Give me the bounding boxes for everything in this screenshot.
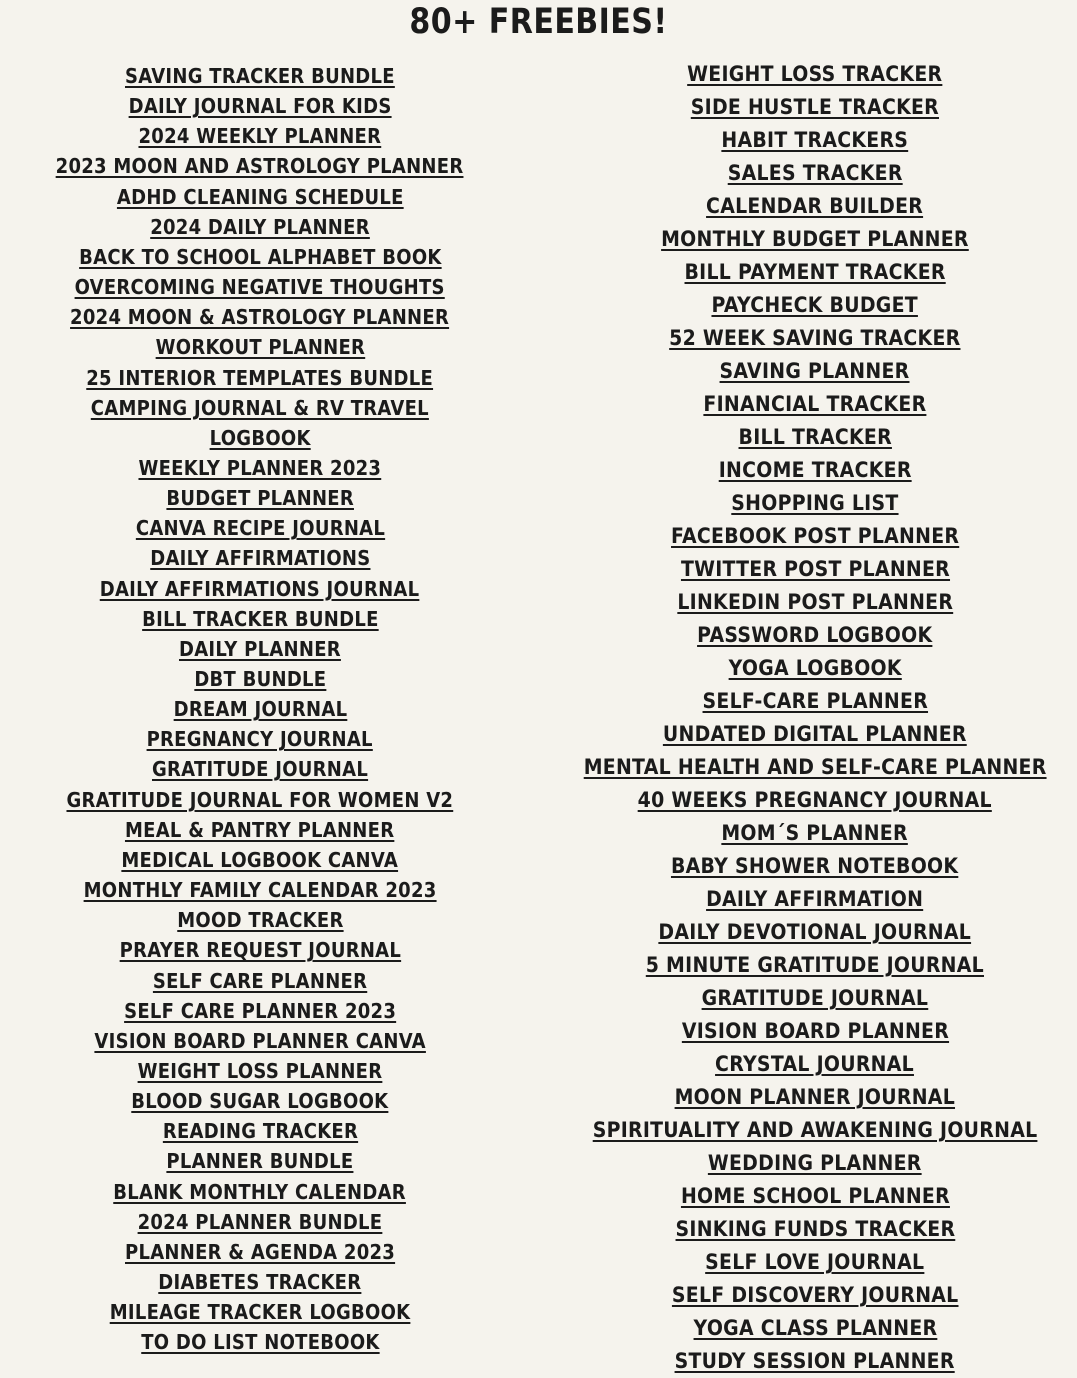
list-item [555, 1118, 1075, 1142]
freebie-link[interactable]: SHOPPING LIST [731, 491, 899, 515]
freebie-link[interactable]: BILL TRACKER BUNDLE [141, 606, 379, 631]
list-item [555, 821, 1075, 845]
freebie-link[interactable]: PREGNANCY JOURNAL [146, 727, 374, 752]
freebie-link[interactable]: MOON PLANNER JOURNAL [674, 1085, 956, 1109]
list-item [0, 335, 520, 359]
freebie-link[interactable]: DAILY AFFIRMATIONS [149, 546, 371, 571]
freebie-link[interactable]: BUDGET PLANNER [166, 486, 354, 511]
freebie-link[interactable]: LINKEDIN POST PLANNER [677, 590, 953, 614]
list-item [0, 1180, 520, 1204]
list-item [0, 94, 520, 118]
list-item [555, 458, 1075, 482]
freebie-link[interactable]: VISION BOARD PLANNER CANVA [94, 1028, 426, 1053]
freebie-link[interactable]: DBT BUNDLE [193, 667, 327, 691]
list-item [0, 908, 520, 932]
freebie-link[interactable]: PLANNER & AGENDA 2023 [124, 1239, 396, 1264]
list-item [0, 1089, 520, 1113]
freebie-link[interactable]: SINKING FUNDS TRACKER [675, 1217, 955, 1241]
list-item [555, 722, 1075, 746]
freebie-link[interactable]: CANVA RECIPE JOURNAL [135, 516, 385, 541]
list-item [0, 697, 520, 721]
freebie-link[interactable]: READING TRACKER [162, 1119, 358, 1144]
freebie-link[interactable]: BILL TRACKER [738, 425, 892, 449]
list-item [0, 275, 520, 299]
list-item [555, 491, 1075, 515]
freebie-link[interactable]: YOGA CLASS PLANNER [693, 1316, 937, 1340]
freebie-link[interactable]: GRATITUDE JOURNAL [701, 986, 929, 1010]
freebie-link[interactable]: SIDE HUSTLE TRACKER [690, 95, 940, 119]
list-item [555, 1184, 1075, 1208]
freebie-link[interactable]: PAYCHECK BUDGET [711, 293, 919, 317]
list-item [555, 557, 1075, 581]
freebie-link[interactable]: SELF CARE PLANNER [152, 968, 368, 993]
freebie-link[interactable]: MILEAGE TRACKER LOGBOOK [109, 1300, 411, 1325]
freebie-link[interactable]: UNDATED DIGITAL PLANNER [663, 722, 967, 746]
list-item [0, 1270, 520, 1294]
list-item [0, 1029, 520, 1053]
list-item [555, 1250, 1075, 1274]
freebie-link[interactable]: MEDICAL LOGBOOK CANVA [121, 847, 399, 872]
list-item [555, 887, 1075, 911]
freebie-link[interactable]: SAVING PLANNER [720, 359, 910, 383]
freebie-link[interactable]: HOME SCHOOL PLANNER [680, 1184, 950, 1208]
list-item [555, 161, 1075, 185]
freebie-link[interactable]: 2024 DAILY PLANNER [150, 214, 370, 239]
freebie-link[interactable]: TWITTER POST PLANNER [680, 557, 950, 581]
freebie-link[interactable]: CAMPING JOURNAL & RV TRAVEL [90, 395, 430, 420]
list-item [0, 1149, 520, 1173]
freebie-link[interactable]: MOM´S PLANNER [721, 821, 909, 845]
freebie-link[interactable]: WEIGHT LOSS PLANNER [137, 1058, 383, 1083]
freebie-link[interactable]: DAILY JOURNAL FOR KIDS [128, 94, 392, 119]
list-item [0, 546, 520, 570]
list-item [555, 953, 1075, 977]
list-item [0, 215, 520, 239]
freebie-link[interactable]: MONTHLY BUDGET PLANNER [661, 227, 969, 251]
freebie-link[interactable]: SELF CARE PLANNER 2023 [123, 998, 397, 1023]
freebie-link[interactable]: 2024 PLANNER BUNDLE [137, 1209, 383, 1234]
freebie-link[interactable]: BABY SHOWER NOTEBOOK [671, 854, 959, 878]
freebie-link[interactable]: STUDY SESSION PLANNER [674, 1349, 956, 1373]
list-item [0, 607, 520, 631]
list-item [0, 1330, 520, 1354]
freebie-link[interactable]: SELF LOVE JOURNAL [705, 1250, 925, 1274]
list-item [555, 1151, 1075, 1175]
list-item [0, 637, 520, 661]
freebie-link[interactable]: SELF DISCOVERY JOURNAL [671, 1283, 959, 1307]
freebie-link[interactable]: DAILY DEVOTIONAL JOURNAL [658, 920, 972, 944]
list-item [0, 1119, 520, 1143]
list-item [0, 154, 520, 178]
list-item [0, 456, 520, 480]
list-item [555, 128, 1075, 152]
list-item [0, 969, 520, 993]
freebie-link[interactable]: PLANNER BUNDLE [166, 1149, 354, 1174]
list-item [555, 986, 1075, 1010]
freebie-link[interactable]: MOOD TRACKER [176, 908, 344, 933]
freebie-link[interactable]: WEEKLY PLANNER 2023 [138, 455, 382, 480]
list-item [0, 757, 520, 781]
list-item [555, 1349, 1075, 1373]
list-item [0, 396, 520, 420]
list-item [0, 64, 520, 88]
list-item [0, 1210, 520, 1234]
list-item [0, 1300, 520, 1324]
list-item [0, 245, 520, 269]
list-item [0, 1240, 520, 1264]
freebie-link[interactable]: PASSWORD LOGBOOK [697, 623, 933, 647]
freebie-link[interactable]: GRATITUDE JOURNAL FOR WOMEN V2 [66, 787, 454, 812]
list-item [555, 260, 1075, 284]
list-item [0, 577, 520, 601]
list-item [555, 194, 1075, 218]
list-item [555, 359, 1075, 383]
freebie-link[interactable]: FACEBOOK POST PLANNER [670, 524, 960, 548]
freebie-link[interactable]: MEAL & PANTRY PLANNER [125, 817, 395, 842]
list-item [0, 848, 520, 872]
list-item [555, 524, 1075, 548]
list-item [0, 1059, 520, 1083]
freebie-link[interactable]: SAVING TRACKER BUNDLE [125, 64, 395, 88]
freebie-link[interactable]: BACK TO SCHOOL ALPHABET BOOK [78, 244, 442, 269]
list-item [555, 788, 1075, 812]
list-item [555, 920, 1075, 944]
freebie-link[interactable]: MENTAL HEALTH AND SELF-CARE PLANNER [583, 755, 1047, 779]
list-item [0, 727, 520, 751]
list-item [555, 1316, 1075, 1340]
freebie-link[interactable]: SALES TRACKER [727, 161, 903, 185]
freebie-link[interactable]: YOGA LOGBOOK [728, 656, 902, 680]
freebie-link[interactable]: DIABETES TRACKER [158, 1270, 362, 1294]
freebie-link[interactable]: BILL PAYMENT TRACKER [684, 260, 946, 284]
list-item [555, 1283, 1075, 1307]
list-item [555, 425, 1075, 449]
freebie-link[interactable]: BLANK MONTHLY CALENDAR [113, 1179, 407, 1204]
list-item [555, 689, 1075, 713]
freebie-link[interactable]: SELF-CARE PLANNER [702, 689, 928, 713]
list-item [0, 516, 520, 540]
list-item [555, 95, 1075, 119]
list-item [0, 185, 520, 209]
freebie-link[interactable]: 40 WEEKS PREGNANCY JOURNAL [637, 788, 993, 812]
list-item [555, 854, 1075, 878]
list-item [0, 999, 520, 1023]
list-item [555, 1052, 1075, 1076]
freebie-link[interactable]: BLOOD SUGAR LOGBOOK [131, 1089, 389, 1114]
freebie-link[interactable]: 2023 MOON AND ASTROLOGY PLANNER [56, 154, 464, 179]
freebie-link[interactable]: DAILY AFFIRMATIONS JOURNAL [100, 576, 420, 601]
freebie-link[interactable]: CRYSTAL JOURNAL [715, 1052, 915, 1076]
freebie-link[interactable]: FINANCIAL TRACKER [703, 392, 927, 416]
list-item [555, 326, 1075, 350]
freebie-link[interactable]: HABIT TRACKERS [721, 128, 909, 152]
freebie-link[interactable]: ADHD CLEANING SCHEDULE [116, 184, 404, 209]
list-item [0, 818, 520, 842]
freebie-link[interactable]: WORKOUT PLANNER [155, 335, 365, 360]
freebie-link[interactable]: WEDDING PLANNER [708, 1151, 922, 1175]
freebie-link[interactable]: DAILY AFFIRMATION [706, 887, 924, 911]
freebie-link[interactable]: GRATITUDE JOURNAL [151, 757, 369, 782]
list-item [0, 305, 520, 329]
freebie-link[interactable]: CALENDAR BUILDER [706, 194, 924, 218]
freebie-link[interactable]: PRAYER REQUEST JOURNAL [119, 938, 401, 963]
list-item [0, 366, 520, 390]
freebie-link[interactable]: 25 INTERIOR TEMPLATES BUNDLE [86, 365, 434, 390]
freebie-link[interactable]: 52 WEEK SAVING TRACKER [669, 326, 961, 350]
list-item [0, 878, 520, 902]
freebie-link[interactable]: 2024 MOON & ASTROLOGY PLANNER [70, 305, 450, 330]
freebie-link[interactable]: OVERCOMING NEGATIVE THOUGHTS [74, 275, 446, 300]
freebie-link[interactable]: WEIGHT LOSS TRACKER [687, 62, 943, 86]
freebie-link[interactable]: 2024 WEEKLY PLANNER [138, 124, 382, 149]
freebie-link[interactable]: 5 MINUTE GRATITUDE JOURNAL [645, 953, 985, 977]
freebie-link[interactable]: LOGBOOK [209, 425, 311, 450]
freebie-link[interactable]: TO DO LIST NOTEBOOK [140, 1330, 380, 1355]
list-item [555, 590, 1075, 614]
list-item [0, 667, 520, 691]
freebie-link[interactable]: DREAM JOURNAL [173, 697, 347, 722]
page-title: 80+ FREEBIES! [409, 2, 668, 42]
list-item [555, 1019, 1075, 1043]
list-item [555, 293, 1075, 317]
freebie-link[interactable]: INCOME TRACKER [718, 458, 912, 482]
list-item [555, 392, 1075, 416]
list-item [555, 1217, 1075, 1241]
freebie-link[interactable]: DAILY PLANNER [179, 636, 341, 661]
list-item [0, 486, 520, 510]
list-item [0, 124, 520, 148]
list-item [555, 1085, 1075, 1109]
list-item [555, 62, 1075, 86]
list-item [555, 755, 1075, 779]
list-item [555, 656, 1075, 680]
list-item [0, 426, 520, 450]
freebie-link[interactable]: MONTHLY FAMILY CALENDAR 2023 [83, 878, 437, 903]
freebie-link[interactable]: VISION BOARD PLANNER [681, 1019, 949, 1043]
freebie-link[interactable]: SPIRITUALITY AND AWAKENING JOURNAL [592, 1118, 1038, 1142]
list-item [0, 788, 520, 812]
list-item [555, 623, 1075, 647]
list-item [0, 938, 520, 962]
list-item [555, 227, 1075, 251]
